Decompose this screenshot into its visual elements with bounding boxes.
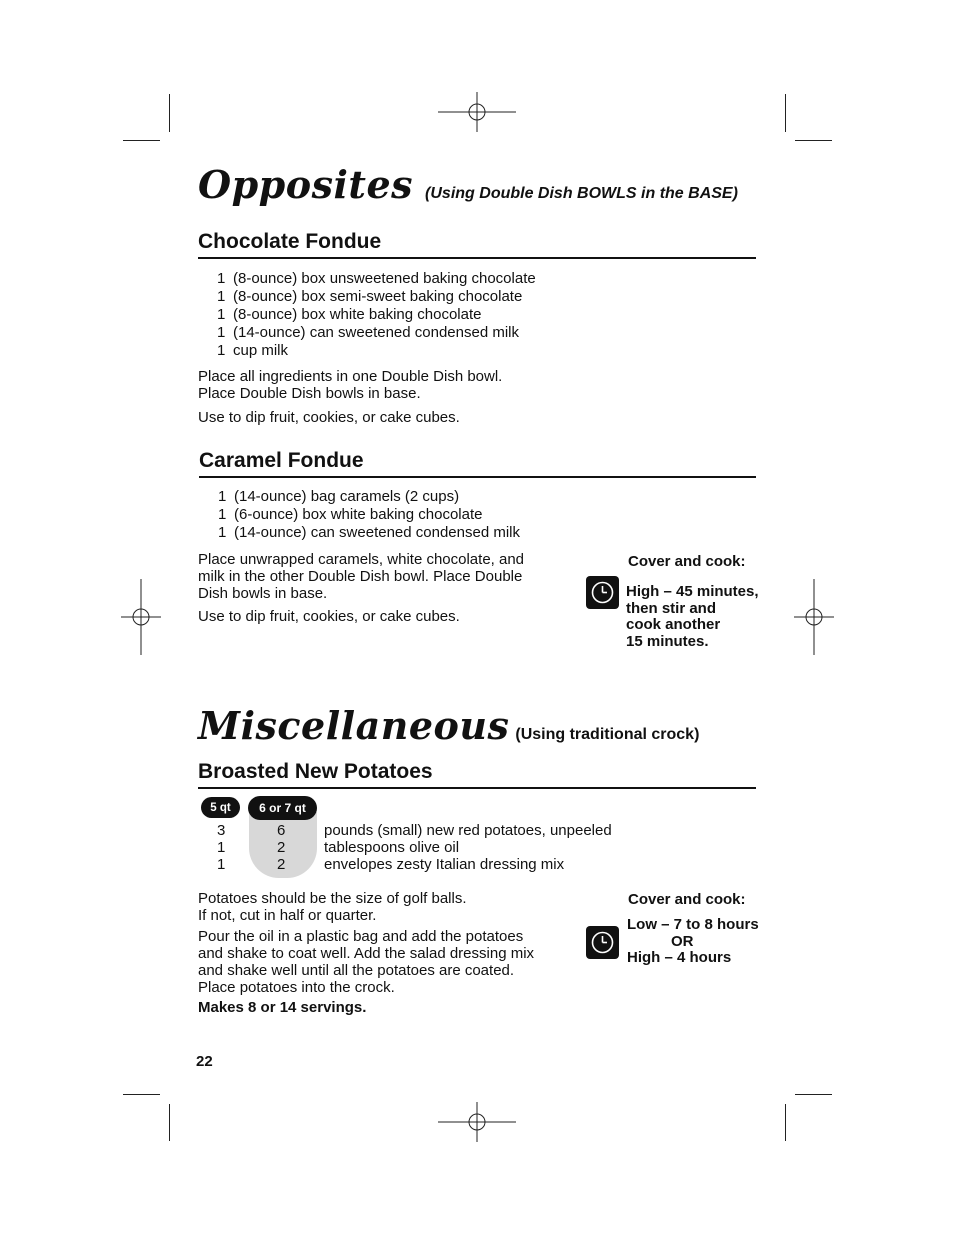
list-item: 1 (14-ounce) can sweetened condensed milk	[217, 324, 520, 341]
list-item: 1 (8-ounce) box unsweetened baking chocolate	[217, 270, 536, 287]
list-item: 1 (8-ounce) box white baking chocolate	[217, 306, 482, 323]
recipe-heading-broasted-potatoes: Broasted New Potatoes	[198, 761, 756, 789]
ingredient-list-chocolate	[217, 270, 536, 360]
registration-mark-icon	[438, 1102, 516, 1142]
size-badge-5qt: 5 qt	[201, 797, 240, 818]
cook-time-low: Low – 7 to 8 hours	[627, 916, 759, 933]
size-badge-6-7qt: 6 or 7 qt	[248, 796, 317, 820]
crop-mark	[785, 1104, 786, 1141]
list-item: 1 (14-ounce) bag caramels (2 cups)	[218, 488, 460, 505]
crop-mark	[795, 140, 832, 141]
crop-mark	[795, 1094, 832, 1095]
instructions-caramel: Place unwrapped caramels, white chocolate, and milk in the other Double Dish bowl. Place Double Dish bowls in base.	[198, 551, 525, 602]
section-title-opposites	[198, 162, 738, 207]
page-number: 22	[196, 1053, 213, 1070]
crop-mark	[169, 94, 170, 132]
table-row: 3 6 pounds (small) new red potatoes, unpeeled	[217, 822, 612, 839]
serving-note-chocolate: Use to dip fruit, cookies, or cake cubes.	[198, 409, 460, 426]
yield-potatoes: Makes 8 or 14 servings.	[198, 999, 367, 1016]
cook-time-caramel: High – 45 minutes, then stir and cook another 15 minutes.	[626, 583, 759, 650]
cook-label-caramel: Cover and cook:	[628, 553, 746, 570]
cook-time-high: High – 4 hours	[627, 949, 732, 966]
note-potatoes: Potatoes should be the size of golf balls. If not, cut in half or quarter.	[198, 890, 467, 924]
list-item: 1 (14-ounce) can sweetened condensed milk	[218, 524, 521, 541]
cook-label-potatoes: Cover and cook:	[628, 891, 746, 908]
crop-mark	[169, 1104, 170, 1141]
clock-icon	[586, 576, 619, 609]
table-row: 1 2 envelopes zesty Italian dressing mix	[217, 855, 565, 873]
list-item: 1 cup milk	[217, 342, 289, 359]
section-subtitle: (Using traditional crock)	[515, 726, 700, 743]
serving-note-caramel: Use to dip fruit, cookies, or cake cubes.	[198, 608, 460, 625]
crop-mark	[123, 1094, 160, 1095]
registration-mark-icon	[121, 579, 161, 655]
recipe-heading-chocolate-fondue: Chocolate Fondue	[198, 231, 756, 259]
registration-mark-icon	[438, 92, 516, 132]
registration-mark-icon	[794, 579, 834, 655]
list-item: 1 (6-ounce) box white baking chocolate	[218, 506, 483, 523]
recipe-heading-caramel-fondue: Caramel Fondue	[199, 450, 756, 478]
ingredient-table-potatoes	[0, 823, 954, 873]
section-title-text: Miscellaneous	[198, 703, 510, 748]
instructions-chocolate: Place all ingredients in one Double Dish bowl. Place Double Dish bowls in base.	[198, 368, 503, 402]
section-title-text: Opposites	[198, 162, 414, 207]
table-row: 1 2 tablespoons olive oil	[217, 838, 460, 856]
ingredient-list-caramel	[218, 488, 520, 542]
list-item: 1 (8-ounce) box semi-sweet baking chocolate	[217, 288, 523, 305]
crop-mark	[785, 94, 786, 132]
crop-mark	[123, 140, 160, 141]
section-subtitle: (Using Double Dish BOWLS in the BASE)	[425, 185, 738, 202]
clock-icon	[586, 926, 619, 959]
cook-time-or: OR	[671, 933, 694, 950]
instructions-potatoes: Pour the oil in a plastic bag and add the potatoes and shake to coat well. Add the salad dressing mix and shake well until all the potatoes are coated. Place potatoes into the crock.	[198, 928, 535, 996]
section-title-miscellaneous	[198, 703, 700, 748]
